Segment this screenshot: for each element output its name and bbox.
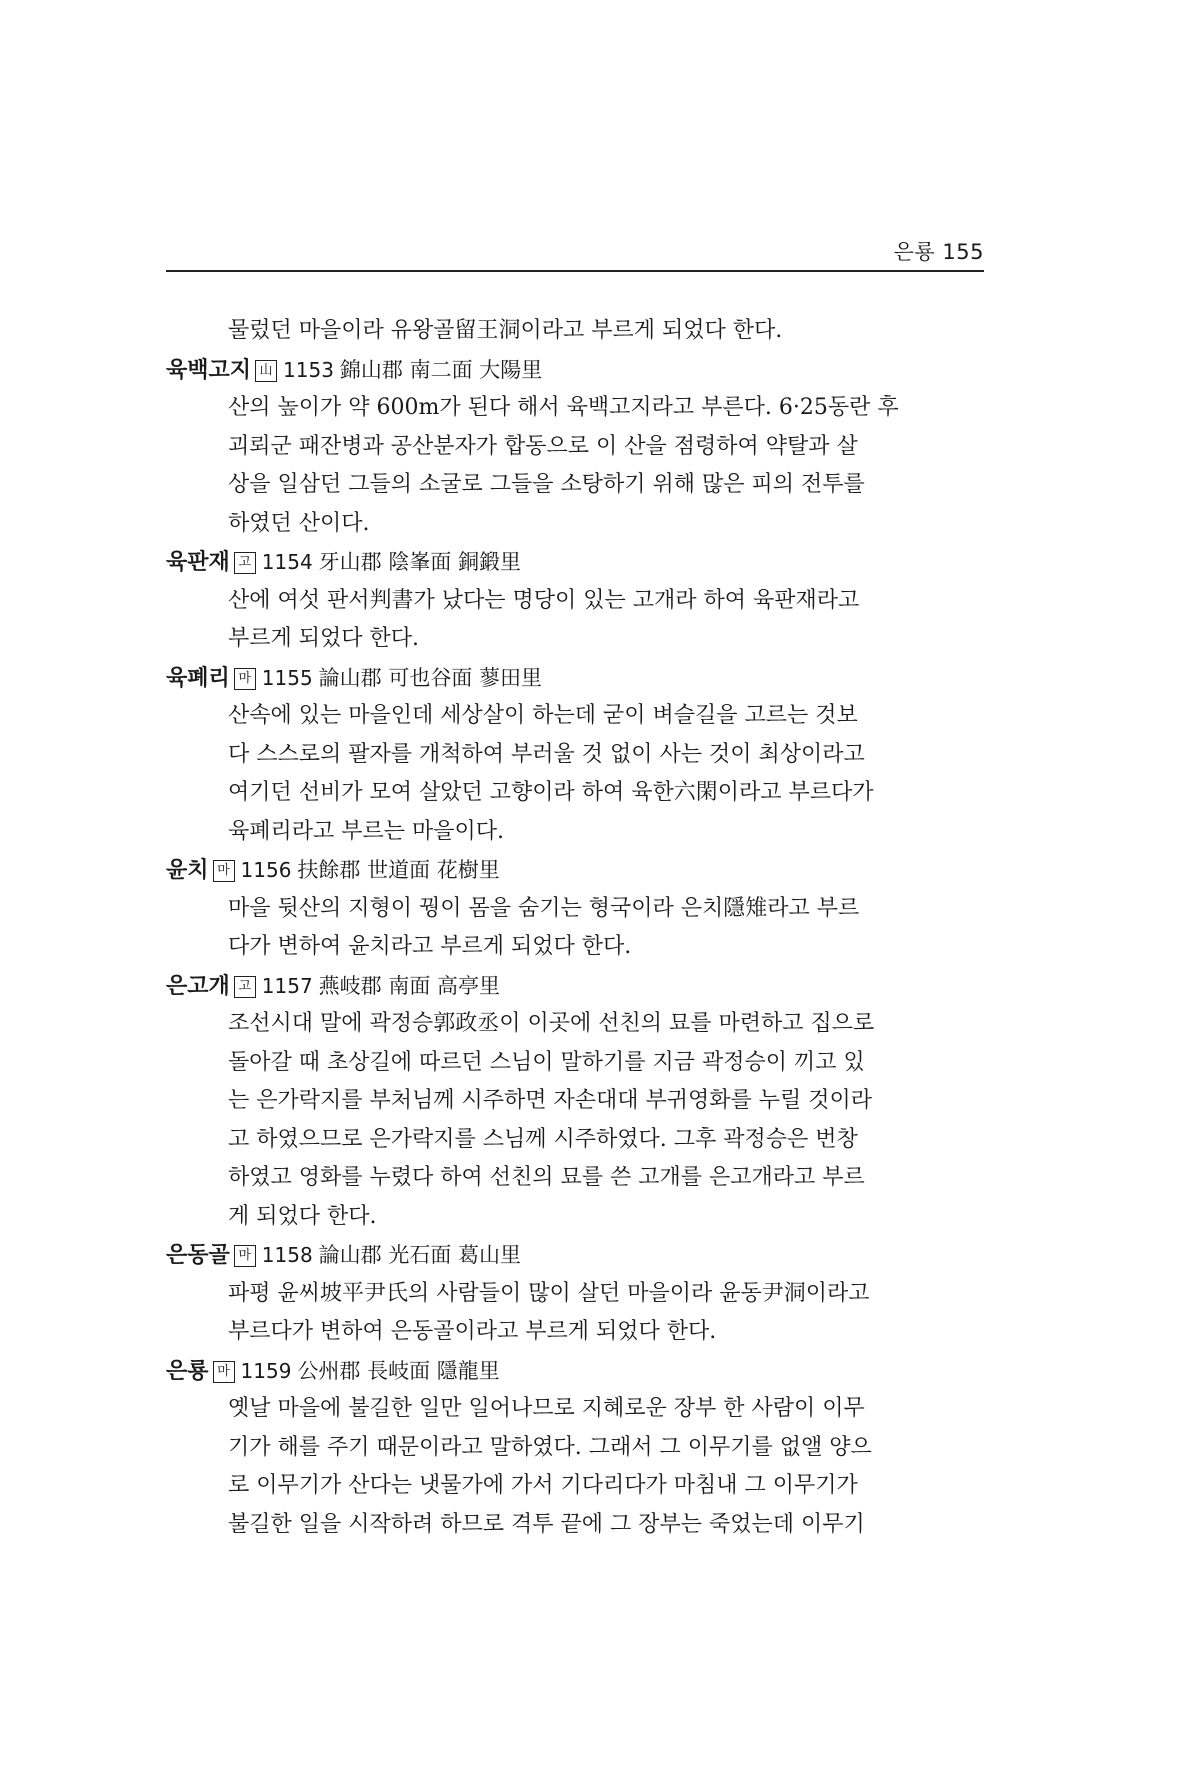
entry-heading [166, 1236, 984, 1275]
entry-number: 1155 [261, 665, 313, 690]
entry-type-badge: 마 [234, 1245, 256, 1267]
entry-body-line: 로 이무기가 산다는 냇물가에 가서 기다리다가 마침내 그 이무기가 [228, 1473, 858, 1498]
entry-type-badge: 山 [255, 360, 277, 382]
entry-body-line: 부르다가 변하여 은동골이라고 부르게 되었다 한다. [228, 1319, 717, 1344]
page-header [166, 236, 984, 270]
entry-body-line: 마을 뒷산의 지형이 꿩이 몸을 숨기는 형국이라 은치隱雉라고 부르 [228, 895, 860, 921]
entry-name: 윤치 [166, 858, 209, 883]
entry-body-line: 기가 해를 주기 때문이라고 말하였다. 그래서 그 이무기를 없앨 양으 [228, 1434, 872, 1460]
entry-number: 1157 [261, 973, 313, 998]
entry-body-line: 여기던 선비가 모여 살았던 고향이라 하여 육한六閑이라고 부르다가 [228, 780, 874, 805]
entry-number: 1159 [240, 1358, 292, 1383]
entry-number: 1154 [261, 550, 313, 574]
entry-body-line: 다 스스로의 팔자를 개척하여 부러울 것 없이 사는 것이 최상이라고 [228, 741, 865, 767]
entry-location: 論山郡 可也谷面 蓼田里 [318, 665, 543, 690]
entry-location: 錦山郡 南二面 大陽里 [339, 357, 543, 382]
entry-name: 육백고지 [166, 357, 252, 383]
entry-location: 牙山郡 陰峯面 銅鍛里 [318, 550, 522, 574]
entry-type-badge: 마 [213, 1361, 235, 1383]
entry-body-line: 게 되었다 한다. [228, 1203, 377, 1229]
entry-body-line: 옛날 마을에 불길한 일만 일어나므로 지혜로운 장부 한 사람이 이무 [228, 1396, 865, 1421]
entry-body-line: 돌아갈 때 초상길에 따르던 스님이 말하기를 지금 곽정승이 끼고 있 [228, 1049, 865, 1075]
entry-body-line: 부르게 되었다 한다. [228, 626, 419, 651]
entry-name: 은고개 [166, 973, 230, 999]
entry-body-line: 산의 높이가 약 600m가 된다 해서 육백고지라고 부른다. 6·25동란 후 [228, 395, 899, 420]
running-header: 은룡 155 [893, 240, 984, 264]
entry-number: 1153 [283, 357, 334, 382]
entry-body-line: 괴뢰군 패잔병과 공산분자가 합동으로 이 산을 점령하여 약탈과 살 [228, 433, 858, 459]
entry-body-line: 다가 변하여 윤치라고 부르게 되었다 한다. [228, 934, 632, 959]
entry-type-badge: 고 [234, 552, 256, 574]
entry-body-line: 하였던 산이다. [228, 510, 370, 536]
entry-type-badge: 마 [234, 668, 256, 690]
entry-type-badge: 마 [213, 860, 235, 882]
entry-heading [166, 1352, 984, 1391]
continued-text-line: 물렀던 마을이라 유왕골留王洞이라고 부르게 되었다 한다. [228, 318, 783, 343]
entry-location: 論山郡 光石面 葛山里 [318, 1243, 522, 1267]
entry-body-line: 조선시대 말에 곽정승郭政丞이 이곳에 선친의 묘를 마련하고 집으로 [228, 1011, 875, 1036]
entry-body-line: 산에 여섯 판서判書가 났다는 명당이 있는 고개라 하여 육판재라고 [228, 587, 860, 613]
entry-body-line: 상을 일삼던 그들의 소굴로 그들을 소탕하기 위해 많은 피의 전투를 [228, 472, 865, 497]
entry-body-line: 는 은가락지를 부처님께 시주하면 자손대대 부귀영화를 누릴 것이라 [228, 1088, 873, 1113]
entry-heading [166, 543, 984, 582]
entry-body-line: 산속에 있는 마을인데 세상살이 하는데 굳이 벼슬길을 고르는 것보 [228, 703, 858, 728]
entry-body-line: 육폐리라고 부르는 마을이다. [228, 818, 505, 844]
entry-body-line: 불길한 일을 시작하려 하므로 격투 끝에 그 장부는 죽었는데 이무기 [228, 1511, 865, 1537]
entry-heading [166, 967, 984, 1006]
entry-heading [166, 351, 984, 390]
header-rule [166, 270, 984, 272]
entry-heading [166, 659, 984, 698]
entry-location: 扶餘郡 世道面 花樹里 [297, 858, 500, 882]
entry-heading [166, 851, 984, 890]
page-body [166, 312, 984, 1544]
entry-body-line: 고 하였으므로 은가락지를 스님께 시주하였다. 그후 곽정승은 번창 [228, 1126, 858, 1152]
entry-body-line: 파평 윤씨坡平尹氏의 사람들이 많이 살던 마을이라 윤동尹洞이라고 [228, 1280, 870, 1306]
entry-name: 육폐리 [166, 665, 230, 691]
entry-location: 公州郡 長岐面 隱龍里 [297, 1358, 500, 1383]
entry-number: 1158 [261, 1243, 313, 1267]
entry-type-badge: 고 [234, 976, 256, 998]
entry-name: 육판재 [166, 550, 230, 575]
entry-location: 燕岐郡 南面 高亭里 [318, 973, 501, 998]
entry-name: 은룡 [166, 1358, 209, 1384]
entry-number: 1156 [240, 858, 292, 882]
entry-body-line: 하였고 영화를 누렸다 하여 선친의 묘를 쓴 고개를 은고개라고 부르 [228, 1165, 865, 1190]
entry-name: 은동골 [166, 1243, 230, 1268]
